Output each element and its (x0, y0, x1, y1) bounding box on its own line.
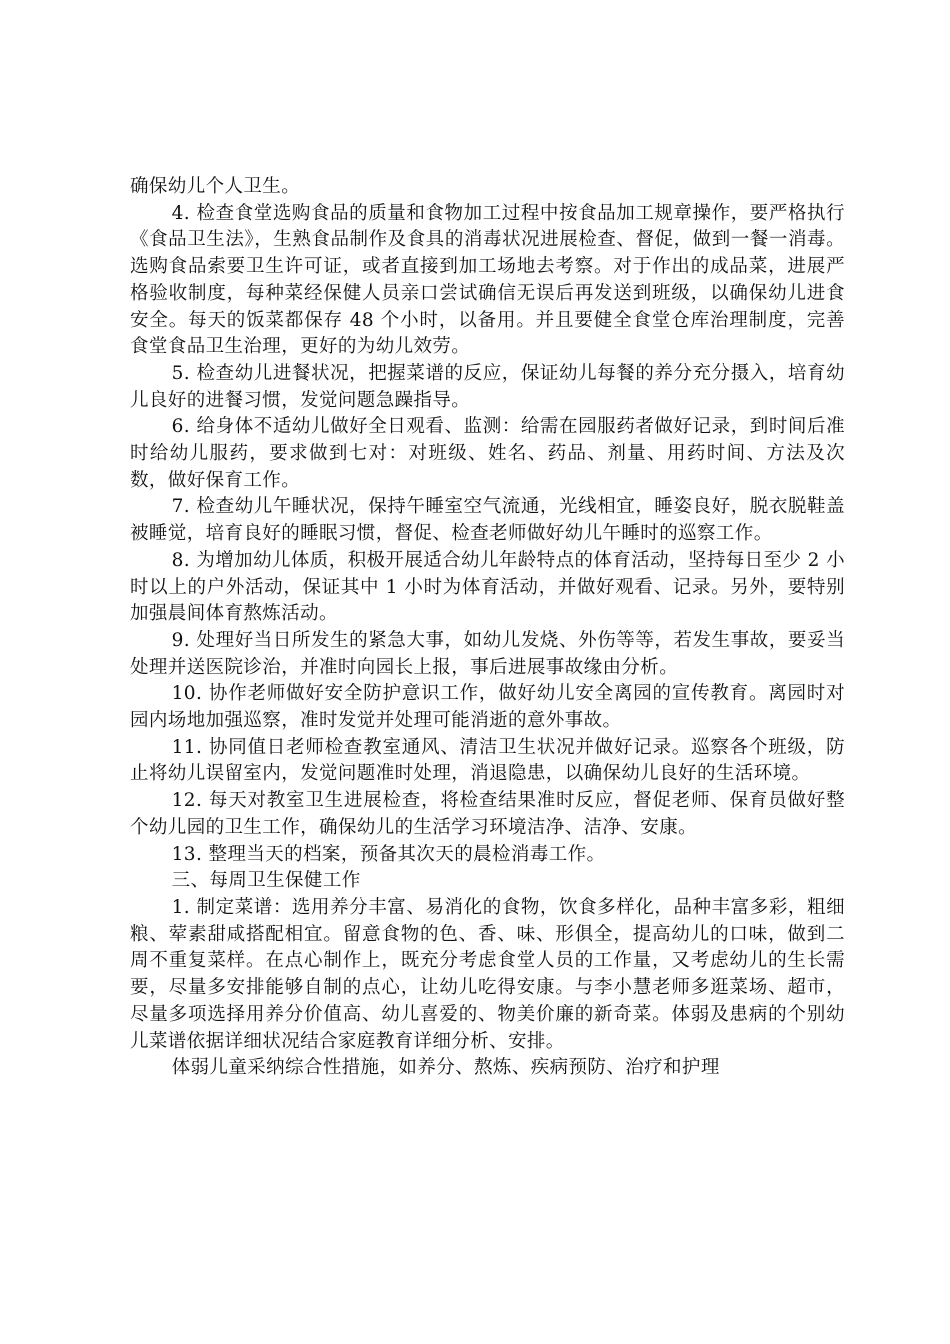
paragraph-6: 9. 处理好当日所发生的紧急大事，如幼儿发烧、外伤等等，若发生事故，要妥当处理并送医院诊治，并准时向园长上报，事后进展事故缘由分析。 (130, 629, 845, 678)
section-heading: 三、每周卫生保健工作 (171, 870, 361, 892)
paragraph-4: 7. 检查幼儿午睡状况，保持午睡室空气流通，光线相宜，睡姿良好，脱衣脱鞋盖被睡觉，培育良好的睡眠习惯，督促、检查老师做好幼儿午睡时的巡察工作。 (130, 496, 845, 545)
document-body (130, 174, 845, 1082)
paragraph-5: 8. 为增加幼儿体质，积极开展适合幼儿年龄特点的体育活动，坚持每日至少 2 小时以上的户外活动，保证其中 1 小时为体育活动，并做好观看、记录。另外，要特别加强晨间体育熬炼活动。 (130, 549, 845, 625)
paragraph-7: 10. 协作老师做好安全防护意识工作，做好幼儿安全离园的宣传教育。离园时对园内场地加强巡察，准时发觉并处理可能消逝的意外事故。 (130, 683, 845, 732)
paragraph-8: 11. 协同值日老师检查教室通风、清洁卫生状况并做好记录。巡察各个班级，防止将幼儿误留室内，发觉问题准时处理，消退隐患，以确保幼儿良好的生活环境。 (130, 736, 845, 785)
paragraph-3: 6. 给身体不适幼儿做好全日观看、监测：给需在园服药者做好记录，到时间后准时给幼儿服药，要求做到七对：对班级、姓名、药品、剂量、用药时间、方法及次数，做好保育工作。 (130, 416, 845, 491)
paragraph-1: 4. 检查食堂选购食品的质量和食物加工过程中按食品加工规章操作，要严格执行《食品卫生法》，生熟食品制作及食具的消毒状况进展检查、督促，做到一餐一消毒。选购食品索要卫生许可证，或者直接到加工场地去考察。对于作出的成品菜，进展严格验收制度，每种菜经保健人员亲口尝试确信无误后再发送到班级，以确保幼儿进食安全。每天的饭菜都保存 48 个小时，以备用。并且要健全食堂仓库治理制度，完善食堂食品卫生治理，更好的为幼儿效劳。 (130, 202, 845, 358)
paragraph-12: 1. 制定菜谱：选用养分丰富、易消化的食物，饮食多样化，品种丰富多彩，粗细粮、荤素甜咸搭配相宜。留意食物的色、香、味、形俱全，提高幼儿的口味，做到二周不重复菜样。在点心制作上，既充分考虑食堂人员的工作量，又考虑幼儿的生长需要，尽量多安排能够自制的点心，让幼儿吃得安康。与李小慧老师多逛菜场、超市，尽量多项选择用养分价值高、幼儿喜爱的、物美价廉的新奇菜。体弱及患病的个别幼儿菜谱依据详细状况结合家庭教育详细分析、安排。 (130, 896, 845, 1052)
paragraph-9: 12. 每天对教室卫生进展检查，将检查结果准时反应，督促老师、保育员做好整个幼儿园的卫生工作，确保幼儿的生活学习环境洁净、洁净、安康。 (130, 790, 845, 838)
paragraph-2: 5. 检查幼儿进餐状况，把握菜谱的反应，保证幼儿每餐的养分充分摄入，培育幼儿良好的进餐习惯，发觉问题急躁指导。 (130, 362, 845, 411)
paragraph-10: 13. 整理当天的档案，预备其次天的晨检消毒工作。 (171, 843, 606, 865)
paragraph-0: 确保幼儿个人卫生。 (130, 176, 301, 197)
paragraph-13: 体弱儿童采纳综合性措施，如养分、熬炼、疾病预防、治疗和护理 (171, 1057, 720, 1079)
